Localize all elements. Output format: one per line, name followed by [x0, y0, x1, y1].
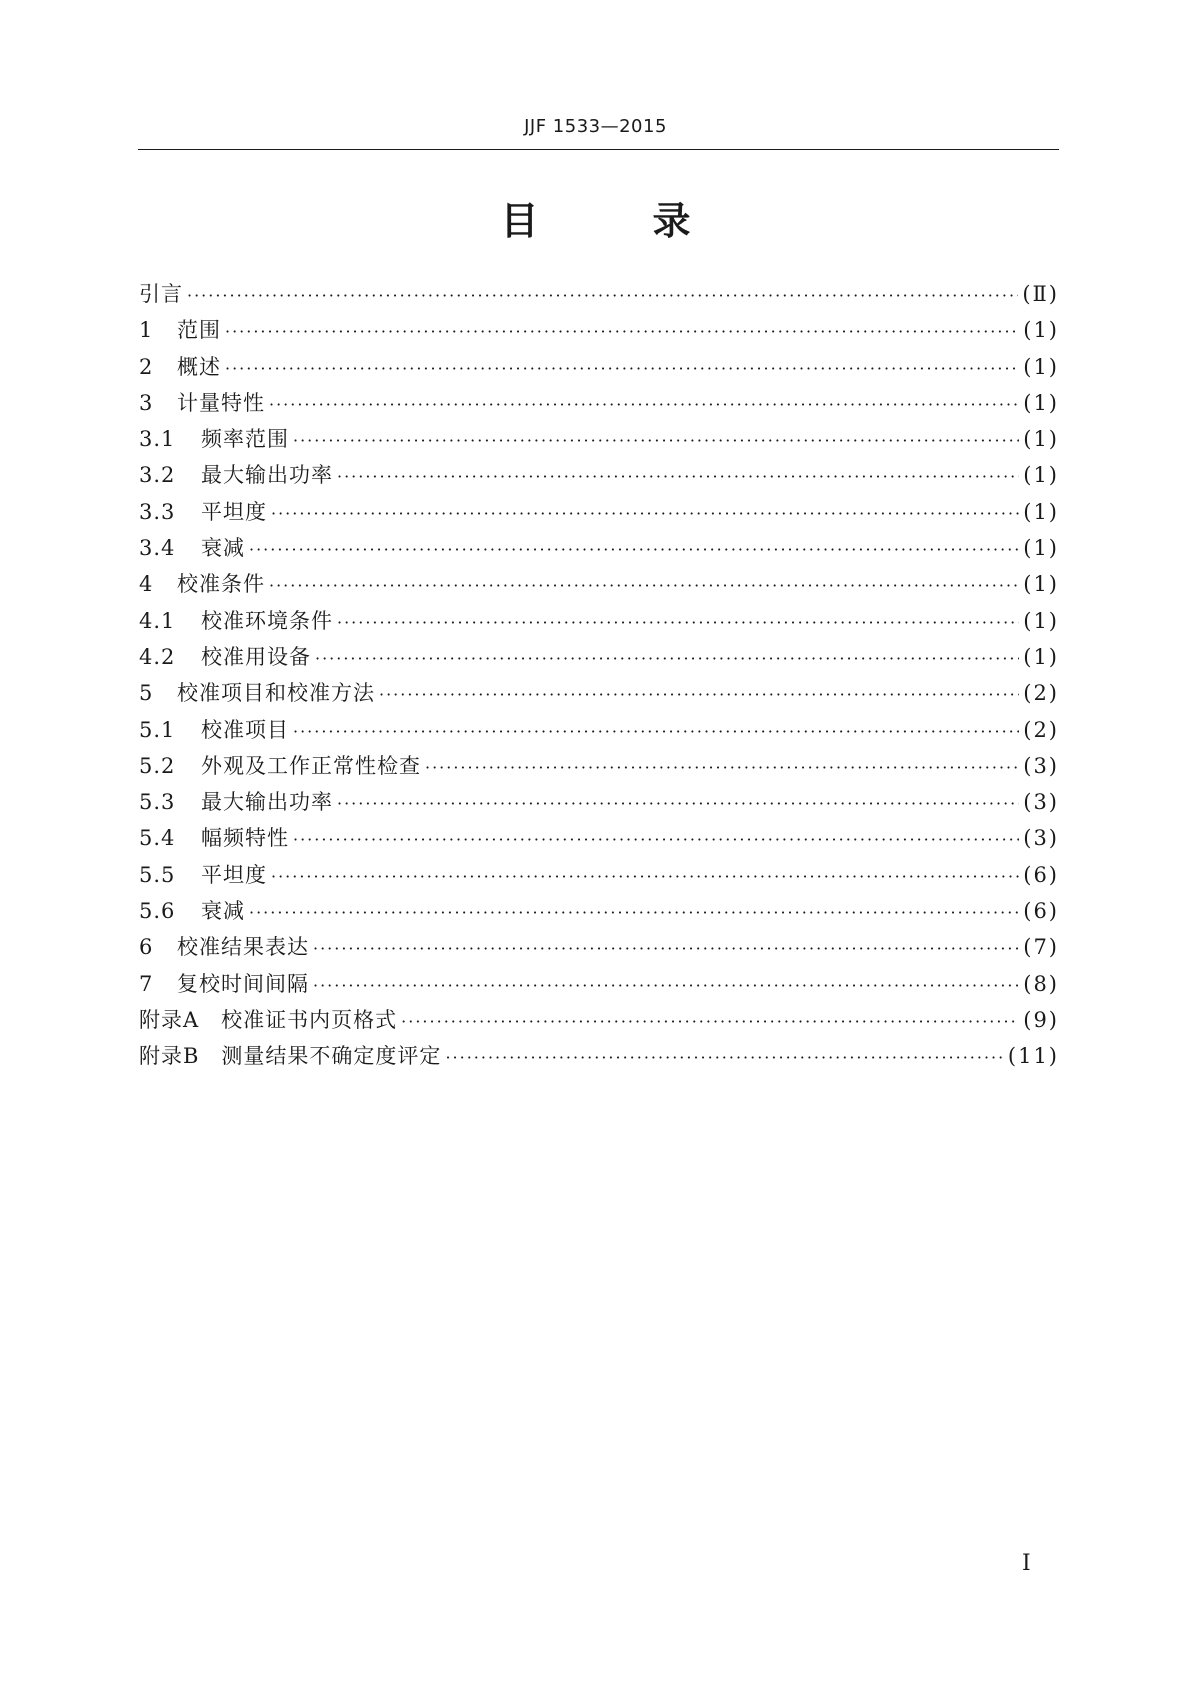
toc-entry-number: 6 [139, 935, 154, 960]
toc-entry[interactable] [139, 421, 1059, 457]
toc-entry-title: 范围 [177, 318, 221, 343]
toc-dot-leader [271, 496, 1019, 532]
toc-entry-number: 4 [139, 572, 154, 597]
toc-dot-leader [225, 314, 1019, 350]
toc-entry-page: (9) [1023, 1007, 1059, 1032]
toc-entry-page: (3) [1023, 826, 1059, 851]
toc-entry-number: 5.5 [139, 862, 176, 887]
toc-entry-title: 衰减 [201, 899, 245, 924]
toc-entry-page: (1) [1023, 536, 1059, 561]
toc-entry[interactable] [139, 457, 1059, 493]
table-of-contents [139, 276, 1059, 1075]
toc-entry-title: 最大输出功率 [201, 463, 333, 488]
toc-dot-leader [313, 968, 1019, 1004]
toc-dot-leader [401, 1004, 1019, 1040]
toc-entry-page: (1) [1023, 318, 1059, 343]
toc-entry[interactable] [139, 1002, 1059, 1038]
toc-entry-number: 3.2 [139, 463, 176, 488]
toc-entry-title: 最大输出功率 [201, 790, 333, 815]
toc-entry-page: (1) [1023, 644, 1059, 669]
toc-entry-title: 外观及工作正常性检查 [201, 753, 421, 778]
toc-entry-title: 校准环境条件 [201, 608, 333, 633]
toc-entry-number: 3.4 [139, 536, 176, 561]
toc-dot-leader [269, 387, 1019, 423]
toc-entry[interactable] [139, 639, 1059, 675]
toc-entry-number: 5 [139, 681, 154, 706]
toc-dot-leader [271, 859, 1019, 895]
toc-entry-title: 附录B 测量结果不确定度评定 [139, 1044, 442, 1069]
toc-entry-title: 幅频特性 [201, 826, 289, 851]
toc-entry-page: (8) [1023, 971, 1059, 996]
toc-entry-title: 校准项目 [201, 717, 289, 742]
toc-entry-title: 计量特性 [177, 390, 265, 415]
toc-entry-number: 1 [139, 318, 154, 343]
toc-entry-page: (Ⅱ) [1022, 282, 1059, 306]
toc-entry-number: 2 [139, 354, 154, 379]
toc-dot-leader [425, 750, 1019, 786]
page-title: 目 录 [500, 199, 691, 243]
toc-entry-page: (1) [1023, 463, 1059, 488]
toc-dot-leader [315, 641, 1019, 677]
toc-entry-page: (7) [1023, 935, 1059, 960]
toc-entry-title: 衰减 [201, 536, 245, 561]
toc-entry[interactable] [139, 857, 1059, 893]
toc-entry-page: (3) [1023, 790, 1059, 815]
toc-entry-number: 3 [139, 390, 154, 415]
toc-entry-number: 3.3 [139, 499, 176, 524]
toc-entry[interactable] [139, 385, 1059, 421]
toc-entry[interactable] [139, 1038, 1059, 1074]
toc-entry-title: 引言 [139, 282, 183, 306]
toc-dot-leader [269, 568, 1019, 604]
toc-dot-leader [249, 895, 1019, 931]
toc-dot-leader [293, 714, 1019, 750]
toc-dot-leader [187, 278, 1018, 314]
toc-entry-number: 5.4 [139, 826, 176, 851]
page-number: Ⅰ [1022, 1551, 1031, 1576]
toc-entry-title: 频率范围 [201, 427, 289, 452]
toc-entry[interactable] [139, 494, 1059, 530]
toc-entry-page: (3) [1023, 753, 1059, 778]
toc-dot-leader [249, 532, 1019, 568]
toc-entry-page: (11) [1007, 1044, 1059, 1069]
toc-entry-title: 平坦度 [201, 862, 267, 887]
header-rule [138, 149, 1059, 150]
toc-entry[interactable] [139, 929, 1059, 965]
toc-entry[interactable] [139, 312, 1059, 348]
toc-entry[interactable] [139, 349, 1059, 385]
toc-entry[interactable] [139, 820, 1059, 856]
toc-entry-page: (2) [1023, 681, 1059, 706]
toc-entry-number: 5.2 [139, 753, 176, 778]
toc-entry[interactable] [139, 530, 1059, 566]
toc-entry[interactable] [139, 675, 1059, 711]
toc-entry-title: 平坦度 [201, 499, 267, 524]
toc-entry-number: 4.1 [139, 608, 176, 633]
toc-entry-number: 5.3 [139, 790, 176, 815]
toc-entry-page: (1) [1023, 354, 1059, 379]
toc-entry-page: (1) [1023, 427, 1059, 452]
toc-entry-page: (6) [1023, 862, 1059, 887]
toc-entry[interactable] [139, 784, 1059, 820]
toc-dot-leader [337, 605, 1019, 641]
toc-entry-page: (2) [1023, 717, 1059, 742]
toc-dot-leader [293, 423, 1019, 459]
toc-entry-page: (1) [1023, 608, 1059, 633]
toc-entry-title: 复校时间间隔 [177, 971, 309, 996]
toc-entry-page: (1) [1023, 390, 1059, 415]
toc-dot-leader [379, 677, 1019, 713]
toc-entry-number: 7 [139, 971, 154, 996]
toc-entry-number: 4.2 [139, 644, 176, 669]
toc-entry-number: 3.1 [139, 427, 176, 452]
toc-entry[interactable] [139, 966, 1059, 1002]
toc-entry-title: 校准用设备 [201, 644, 311, 669]
toc-entry[interactable] [139, 748, 1059, 784]
toc-entry-title: 校准项目和校准方法 [177, 681, 375, 706]
toc-entry-title: 校准条件 [177, 572, 265, 597]
toc-entry[interactable] [139, 566, 1059, 602]
toc-dot-leader [225, 351, 1019, 387]
toc-entry-title: 附录A 校准证书内页格式 [139, 1007, 398, 1032]
toc-entry[interactable] [139, 893, 1059, 929]
toc-entry[interactable] [139, 712, 1059, 748]
toc-entry-title: 概述 [177, 354, 221, 379]
toc-entry-title: 校准结果表达 [177, 935, 309, 960]
toc-dot-leader [337, 459, 1019, 495]
toc-entry-number: 5.6 [139, 899, 176, 924]
running-header: JJF 1533—2015 [524, 116, 667, 137]
toc-entry-page: (6) [1023, 899, 1059, 924]
toc-entry-page: (1) [1023, 572, 1059, 597]
toc-dot-leader [337, 786, 1019, 822]
toc-dot-leader [445, 1040, 1003, 1076]
toc-entry[interactable] [139, 276, 1059, 312]
toc-entry-number: 5.1 [139, 717, 176, 742]
toc-entry[interactable] [139, 603, 1059, 639]
toc-dot-leader [313, 931, 1019, 967]
toc-entry-page: (1) [1023, 499, 1059, 524]
toc-dot-leader [293, 822, 1019, 858]
